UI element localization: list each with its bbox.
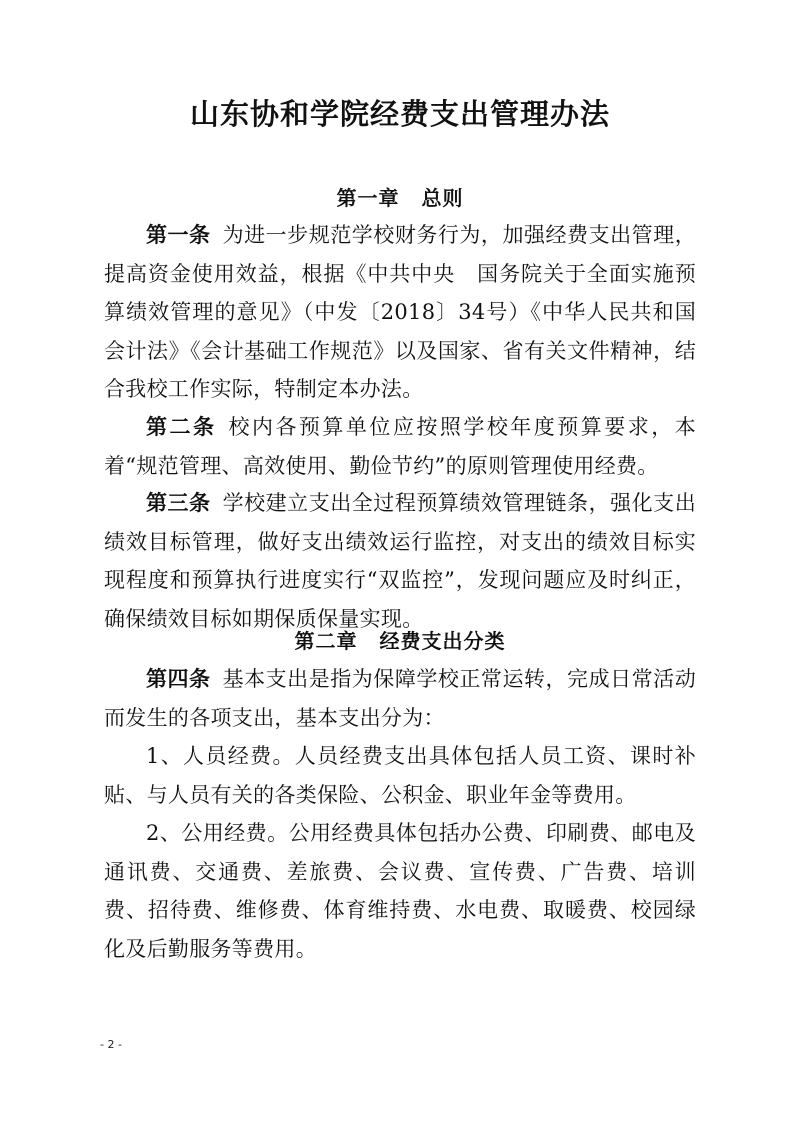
article-label: 第三条 [146,491,211,515]
list-item-personnel-funds: 1、人员经费。人员经费支出具体包括人员工资、课时补贴、与人员有关的各类保险、公积金、职业年金等费用。 [104,744,696,807]
article-3 [104,484,696,638]
article-text: 基本支出是指为保障学校正常运转，完成日常活动而发生的各项支出，基本支出分为： [104,667,696,730]
chapter-number: 第一章 [336,186,400,210]
document-title: 山东协和学院经费支出管理办法 [189,97,610,131]
article-label: 第四条 [146,667,211,691]
article-label: 第二条 [146,415,217,439]
article-text: 学校建立支出全过程预算绩效管理链条，强化支出绩效目标管理，做好支出绩效运行监控，对支出的绩效目标实现程度和预算执行进度实行“双监控”，发现问题应及时纠正，确保绩效目标如期保质保量实现。 [104,491,696,631]
chapter-number: 第二章 [294,629,358,653]
chapter-heading-2 [0,625,800,654]
list-item-public-funds: 2、公用经费。公用经费具体包括办公费、印刷费、邮电及通讯费、交通费、差旅费、会议费、宣传费、广告费、培训费、招待费、维修费、体育维持费、水电费、取暖费、校园绿化及后勤服务等费用。 [104,821,696,961]
article-label: 第一条 [146,223,211,247]
article-1 [104,216,696,409]
article-text: 为进一步规范学校财务行为，加强经费支出管理，提高资金使用效益，根据《中共中央 国务院关于全面实施预算绩效管理的意见》（中发〔2018〕34号）《中华人民共和国会计法》《会计基础工作规范》以及国家、省有关文件精神，结合我校工作实际，特制定本办法。 [104,223,696,402]
chapter-name: 经费支出分类 [379,629,506,653]
article-text: 校内各预算单位应按照学校年度预算要求，本着“规范管理、高效使用、勤俭节约”的原则管理使用经费。 [104,415,697,478]
chapter-name: 总则 [421,186,464,210]
article-2 [104,408,696,485]
article-4 [104,660,696,737]
chapter-heading-1 [0,182,800,211]
page-number: - 2 - [100,1038,122,1051]
